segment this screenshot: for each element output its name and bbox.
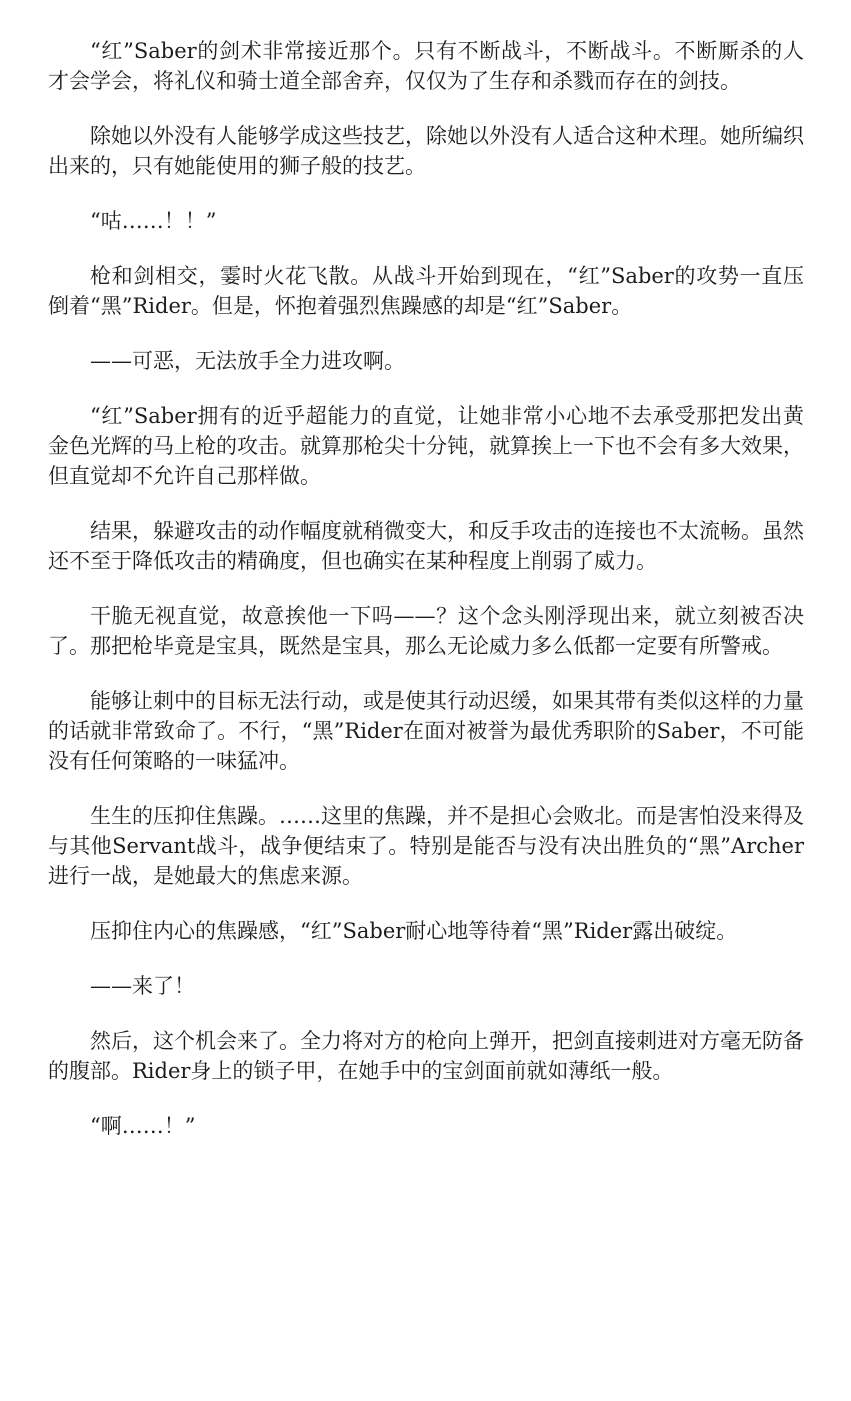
paragraph-8: 干脆无视直觉，故意挨他一下吗——？这个念头刚浮现出来，就立刻被否决了。那把枪毕竟是宝具，既然是宝具，那么无论威力多么低都一定要有所警戒。: [48, 604, 804, 658]
paragraph-5: ——可恶，无法放手全力进攻啊。: [90, 349, 405, 373]
document-page: [48, 36, 804, 1166]
paragraph-11: 压抑住内心的焦躁感，“红”Saber耐心地等待着“黑”Rider露出破绽。: [90, 919, 738, 943]
paragraph-4: 枪和剑相交，霎时火花飞散。从战斗开始到现在，“红”Saber的攻势一直压倒着“黑”Rider。但是，怀抱着强烈焦躁感的却是“红”Saber。: [48, 264, 804, 318]
paragraph-6: “红”Saber拥有的近乎超能力的直觉，让她非常小心地不去承受那把发出黄金色光辉的马上枪的攻击。就算那枪尖十分钝，就算挨上一下也不会有多大效果，但直觉却不允许自己那样做。: [48, 404, 804, 488]
paragraph-9: 能够让刺中的目标无法行动，或是使其行动迟缓，如果其带有类似这样的力量的话就非常致命了。不行，“黑”Rider在面对被誉为最优秀职阶的Saber，不可能没有任何策略的一味猛冲。: [48, 689, 804, 773]
paragraph-14: “啊……！”: [90, 1114, 196, 1138]
paragraph-3: “咕……！！”: [90, 209, 217, 233]
paragraph-13: 然后，这个机会来了。全力将对方的枪向上弹开，把剑直接刺进对方毫无防备的腹部。Rider身上的锁子甲，在她手中的宝剑面前就如薄纸一般。: [48, 1029, 804, 1083]
paragraph-7: 结果，躲避攻击的动作幅度就稍微变大，和反手攻击的连接也不太流畅。虽然还不至于降低攻击的精确度，但也确实在某种程度上削弱了威力。: [48, 519, 804, 573]
paragraph-12: ——来了！: [90, 974, 195, 998]
paragraph-1: “红”Saber的剑术非常接近那个。只有不断战斗，不断战斗。不断厮杀的人才会学会，将礼仪和骑士道全部舍弃，仅仅为了生存和杀戮而存在的剑技。: [48, 39, 804, 93]
paragraph-2: 除她以外没有人能够学成这些技艺，除她以外没有人适合这种术理。她所编织出来的，只有她能使用的狮子般的技艺。: [48, 124, 804, 178]
paragraph-10: 生生的压抑住焦躁。……这里的焦躁，并不是担心会败北。而是害怕没来得及与其他Servant战斗，战争便结束了。特别是能否与没有决出胜负的“黑”Archer进行一战，是她最大的焦虑来源。: [48, 804, 804, 888]
